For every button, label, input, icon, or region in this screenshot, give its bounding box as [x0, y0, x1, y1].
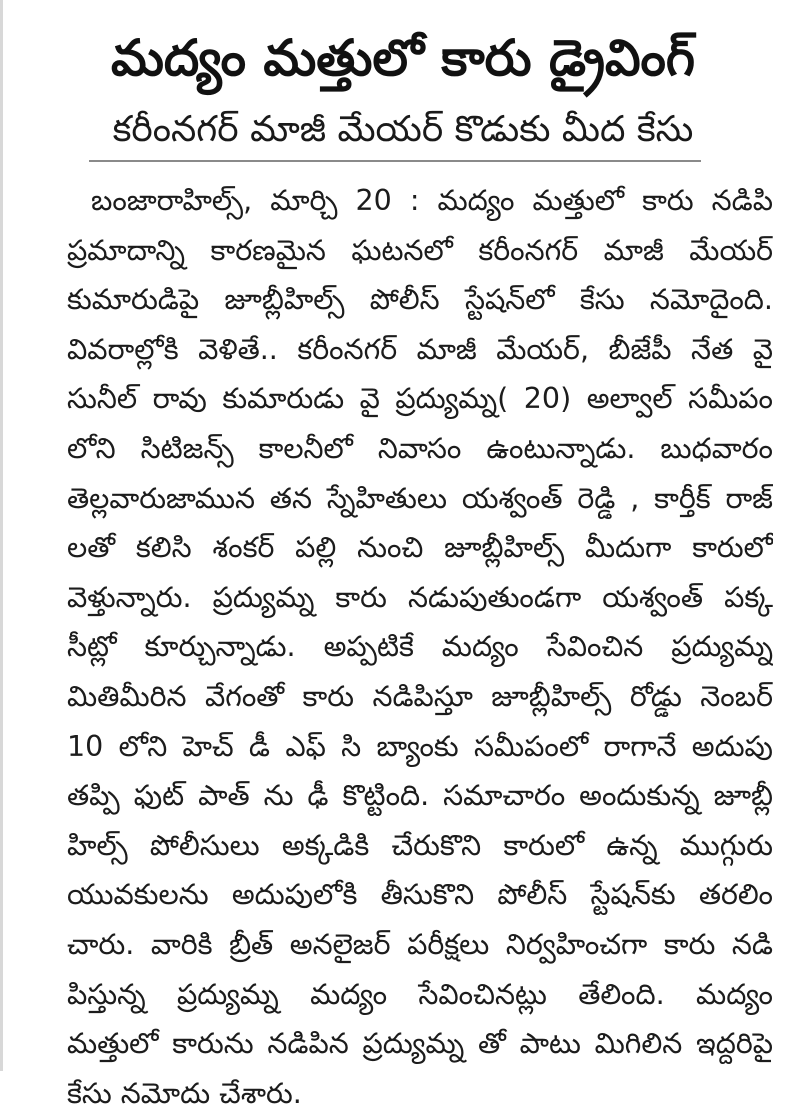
body-line: మితిమీరిన వేగంతో కారు నడిపిస్తూ జూబ్లీహిల్స్ రోడ్డు నెంబర్ — [67, 679, 773, 713]
subheadline: కరీంనగర్ మాజీ మేయర్ కొడుకు మీద కేసు — [112, 109, 694, 150]
headline: మద్యం మత్తులో కారు డ్రైవింగ్ — [110, 29, 696, 87]
body-line: మత్తులో కారును నడిపిన ప్రద్యుమ్న తో పాటు మిగిలిన ఇద్దరిపై — [67, 1027, 773, 1061]
body-line: వివరాల్లోకి వెళితే.. కరీంనగర్ మాజీ మేయర్, బీజేపీ నేత వై — [67, 332, 773, 366]
body-line: లతో కలిసి శంకర్ పల్లి నుంచి జూబ్లీహిల్స్ మీదుగా కారులో — [67, 531, 773, 565]
body-line: తెల్లవారుజామున తన స్నేహితులు యశ్వంత్ రెడ్డి , కార్తీక్ రాజ్ — [67, 481, 773, 515]
body-line: ప్రమాదాన్ని కారణమైన ఘటనలో కరీంనగర్ మాజీ మేయర్ — [67, 233, 773, 267]
headline-divider — [89, 160, 701, 162]
body-line: హిల్స్ పోలీసులు అక్కడికి చేరుకొని కారులో ఉన్న ముగ్గురు — [67, 828, 773, 862]
body-line: సీట్లో కూర్చున్నాడు. అప్పటికే మద్యం సేవించిన ప్రద్యుమ్న — [67, 630, 773, 664]
body-line: చారు. వారికి బ్రీత్ అనలైజర్ పరీక్షలు నిర్వహించగా కారు నడి — [67, 927, 773, 961]
article-body — [67, 176, 773, 1118]
body-line: బంజారాహిల్స్, మార్చి 20 : మద్యం మత్తులో కారు నడిపి — [91, 184, 773, 217]
body-line: తప్పి ఫుట్ పాత్ ను ఢీ కొట్టింది. సమాచారం అందుకున్న జూబ్లీ — [67, 779, 773, 813]
body-line: కుమారుడిపై జూబ్లీహిల్స్ పోలీస్ స్టేషన్‌లో కేసు నమోదైంది. — [67, 283, 773, 317]
body-line: సునీల్ రావు కుమారుడు వై ప్రద్యుమ్న( 20) అల్వాల్ సమీపం — [67, 382, 773, 416]
body-line: లోని సిటిజన్స్ కాలనీలో నివాసం ఉంటున్నాడు. బుధవారం — [67, 431, 773, 465]
body-line: యువకులను అదుపులోకి తీసుకొని పోలీస్ స్టేషన్‌కు తరలిం — [67, 878, 773, 912]
body-line: వెళ్తున్నారు. ప్రద్యుమ్న కారు నడుపుతుండగా యశ్వంత్ పక్క — [67, 580, 773, 614]
body-line: కేసు నమోదు చేశారు. — [67, 1076, 302, 1110]
body-line: 10 లోని హెచ్ డీ ఎఫ్ సి బ్యాంకు సమీపంలో రాగానే అదుపు — [67, 729, 773, 763]
body-line: పిస్తున్న ప్రద్యుమ్న మద్యం సేవించినట్లు తేలింది. మద్యం — [67, 977, 773, 1011]
